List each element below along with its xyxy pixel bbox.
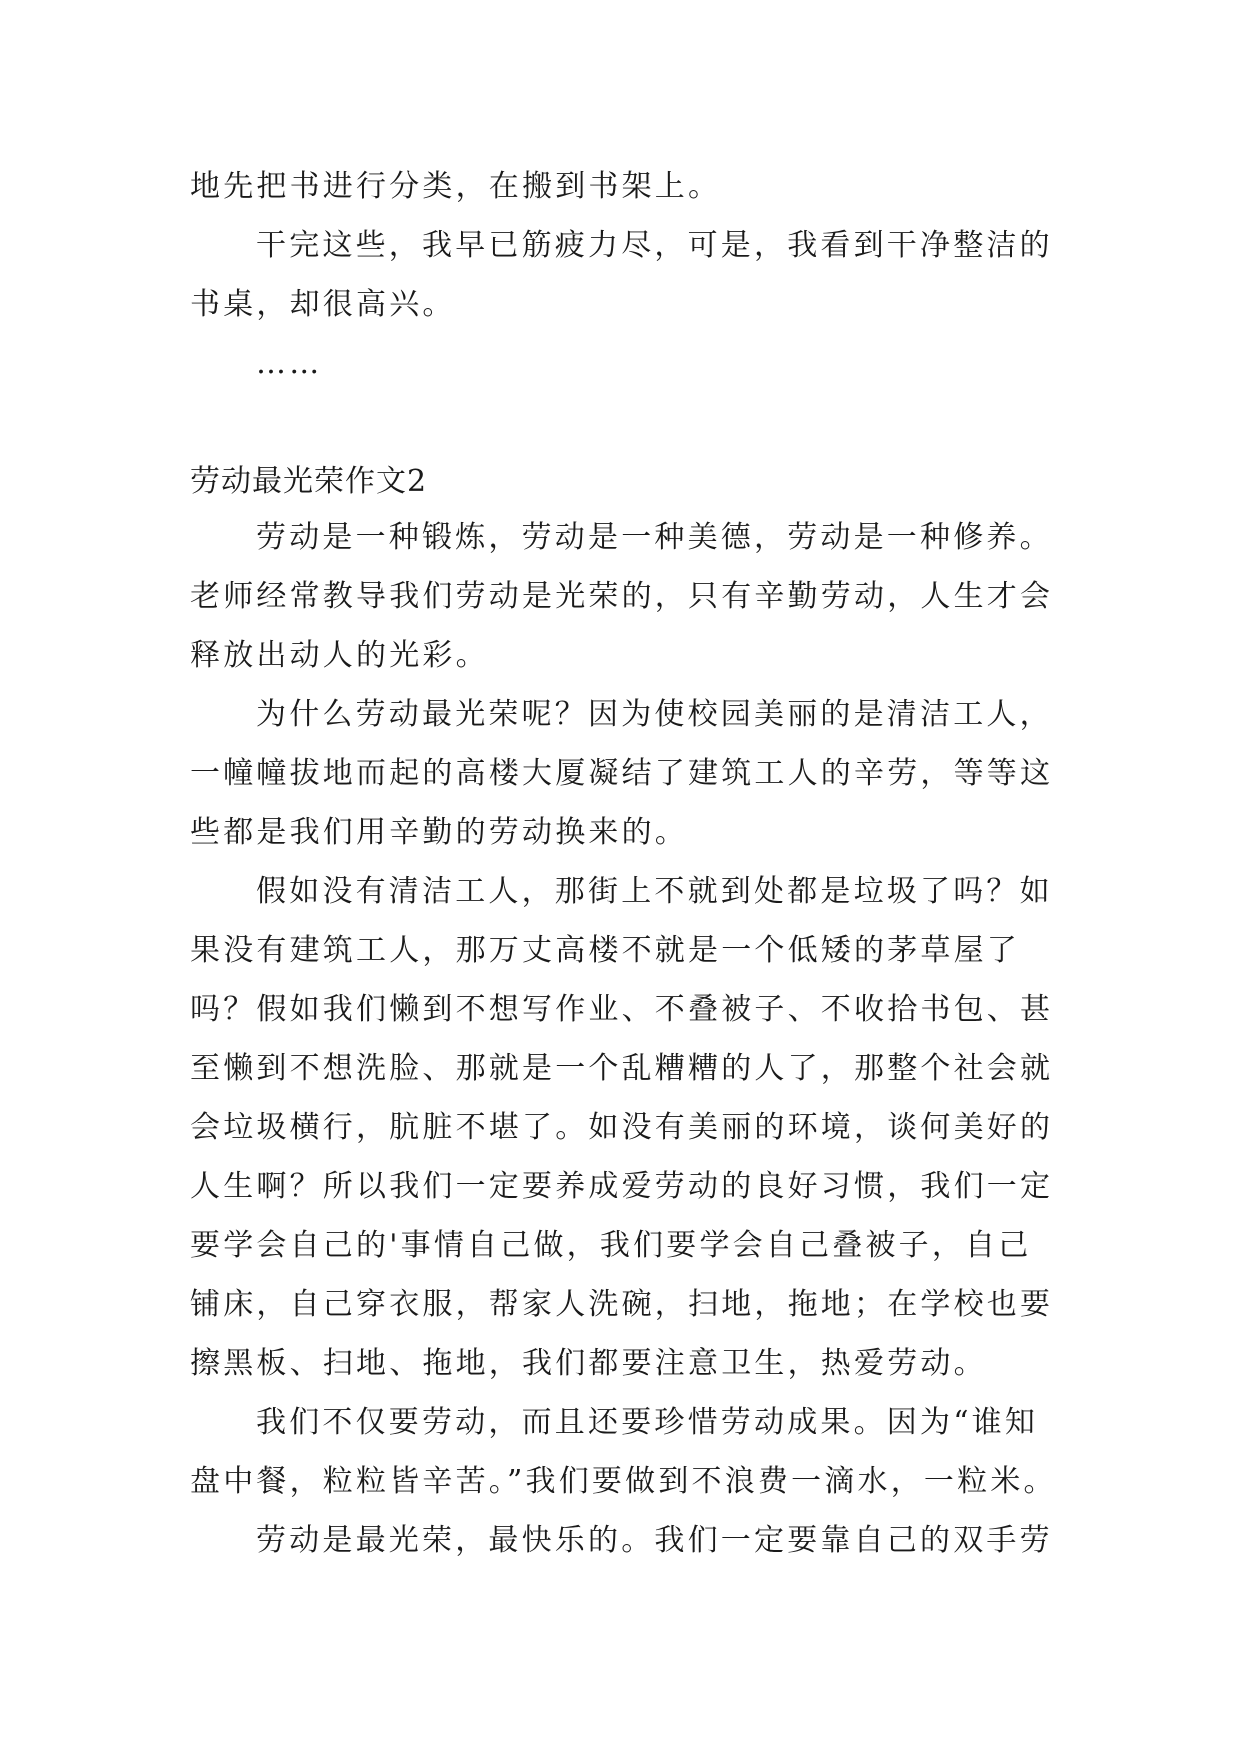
paragraph-line: 铺床，自己穿衣服，帮家人洗碗，扫地，拖地；在学校也要 [190,1287,1054,1322]
paragraph-line: 为什么劳动最光荣呢？因为使校园美丽的是清洁工人， [256,697,1053,732]
paragraph-line: 假如没有清洁工人，那街上不就到处都是垃圾了吗？如 [256,874,1053,909]
paragraph-line: 些都是我们用辛勤的劳动换来的。 [190,815,688,850]
paragraph-line: 盘中餐，粒粒皆辛苦。”我们要做到不浪费一滴水，一粒米。 [190,1464,1057,1499]
paragraph-line: 人生啊？所以我们一定要养成爱劳动的良好习惯，我们一定 [190,1169,1054,1204]
paragraph-line: 劳动是一种锻炼，劳动是一种美德，劳动是一种修养。 [256,520,1053,555]
paragraph-line: 书桌，却很高兴。 [190,287,456,322]
paragraph-line: 至懒到不想洗脸、那就是一个乱糟糟的人了，那整个社会就 [190,1051,1054,1086]
paragraph-line: 果没有建筑工人，那万丈高楼不就是一个低矮的茅草屋了 [190,933,1020,968]
paragraph-line: 释放出动人的光彩。 [190,638,489,673]
paragraph-line: 吗？假如我们懒到不想写作业、不叠被子、不收拾书包、甚 [190,992,1054,1027]
paragraph-line: 我们不仅要劳动，而且还要珍惜劳动成果。因为“谁知 [256,1405,1039,1440]
paragraph-line: 一幢幢拔地而起的高楼大厦凝结了建筑工人的辛劳，等等这 [190,756,1054,791]
paragraph-line: 会垃圾横行，肮脏不堪了。如没有美丽的环境，谈何美好的 [190,1110,1054,1145]
ellipsis-line: …… [256,346,323,381]
paragraph-line: 干完这些，我早已筋疲力尽，可是，我看到干净整洁的 [256,228,1053,263]
paragraph-line: 地先把书进行分类，在搬到书架上。 [190,169,722,204]
paragraph-line: 擦黑板、扫地、拖地，我们都要注意卫生，热爱劳动。 [190,1346,987,1381]
paragraph-line: 老师经常教导我们劳动是光荣的，只有辛勤劳动，人生才会 [190,579,1054,614]
paragraph-line: 劳动是最光荣，最快乐的。我们一定要靠自己的双手劳 [256,1523,1053,1558]
paragraph-line: 要学会自己的'事情自己做，我们要学会自己叠被子，自己 [190,1228,1032,1263]
section-title: 劳动最光荣作文2 [190,464,428,499]
